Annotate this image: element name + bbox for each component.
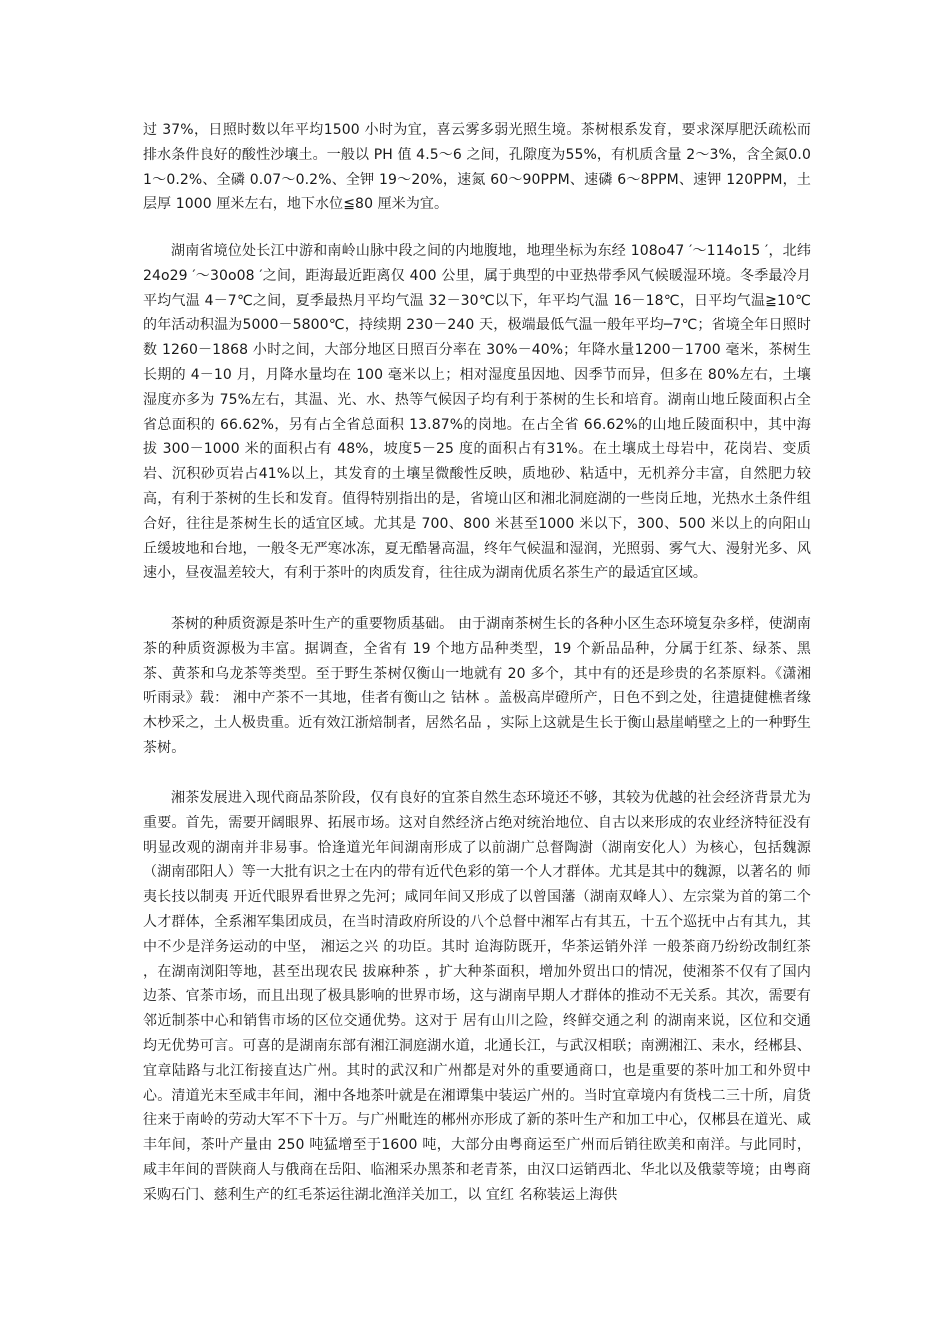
- paragraph-hunan-geography-climate: 湖南省境位处长江中游和南岭山脉中段之间的内地腹地，地理坐标为东经 108o47 ′～114o15 ′，北纬 24o29 ′～30o08 ′之间，距海最近距离仅 400 公里，属于典型的中亚热带季风气候暖湿环境。冬季最冷月平均气温 4－7℃之间，夏季最热月平均气温 32－30℃以下，年平均气温 16－18℃，日平均气温≧10℃的年活动积温为5000－5800℃，持续期 230－240 天，极端最低气温一般年平均─7℃；省境全年日照时数 1260－1868 小时之间，大部分地区日照百分率在 30%－40%；年降水量1200－1700 毫米，茶树生长期的 4－10 月，月降水量均在 100 毫米以上；相对湿度虽因地、因季节而异，但多在 80%左右，土壤湿度亦多为 75%左右，其温、光、水、热等气候因子均有利于茶树的生长和培育。湖南山地丘陵面积占全省总面积的 66.62%，另有占全省总面积 13.87%的岗地。在占全省 66.62%的山地丘陵面积中，其中海拔 300－1000 米的面积占有 48%，坡度5－25 度的面积占有31%。在土壤成土母岩中，花岗岩、变质岩、沉积砂页岩占41%以上，其发育的土壤呈微酸性反映，质地砂、粘适中，无机养分丰富，自然肥力较高，有利于茶树的生长和发育。值得特别指出的是，省境山区和湘北洞庭湖的一些岗丘地，光热水土条件组合好，往往是茶树生长的适宜区域。尤其是 700、800 米甚至1000 米以下，300、500 米以上的向阳山丘缓坡地和台地，一般冬无严寒冰冻，夏无酷暑高温，终年气候温和湿润，光照弱、雾气大、漫射光多、风速小，昼夜温差较大，有利于茶叶的肉质发育，往往成为湖南优质名茶生产的最适宜区域。: [143, 243, 811, 582]
- paragraph-tea-germplasm-resources: 茶树的种质资源是茶叶生产的重要物质基础。 由于湖南茶树生长的各种小区生态环境复杂多样，使湖南茶的种质资源极为丰富。据调查，全省有 19 个地方品种类型，19 个新品品种，分属于红茶、绿茶、黑茶、黄茶和乌龙茶等类型。至于野生茶树仅衡山一地就有 20 多个，其中有的还是珍贵的名茶原料。《潇湘听雨录》载： 湘中产茶不一其地，佳者有衡山之 钴林 。盖极高岸磴所产，日色不到之处，往遣捷健樵者缘木杪采之，土人极贵重。近有效江浙焙制者，居然名品 ，实际上这就是生长于衡山悬崖峭壁之上的一种野生茶树。: [143, 616, 811, 756]
- paragraph-tea-soil-conditions: 过 37%，日照时数以年平均1500 小时为宜，喜云雾多弱光照生境。茶树根系发育，要求深厚肥沃疏松而排水条件良好的酸性沙壤土。一般以 PH 值 4.5～6 之间，孔隙度为55%，有机质含量 2～3%，含全氮0.01～0.2%、全磷 0.07～0.2%、全钾 19～20%，速氮 60～90PPM、速磷 6～8PPM、速钾 120PPM，土层厚 1000 厘米左右，地下水位≦80 厘米为宜。: [143, 122, 811, 213]
- paragraph-hunan-tea-commercial-history: 湘茶发展进入现代商品茶阶段，仅有良好的宜茶自然生态环境还不够，其较为优越的社会经济背景尤为重要。首先，需要开阔眼界、拓展市场。这对自然经济占绝对统治地位、自古以来形成的农业经济特征没有明显改观的湖南并非易事。恰逢道光年间湖南形成了以前湖广总督陶澍（湖南安化人）为核心，包括魏源（湖南邵阳人）等一大批有识之士在内的带有近代色彩的第一个人才群体。尤其是其中的魏源，以著名的 师夷长技以制夷 开近代眼界看世界之先河；咸同年间又形成了以曾国藩（湖南双峰人）、左宗棠为首的第二个人才群体，全系湘军集团成员，在当时清政府所设的八个总督中湘军占有其五，十五个巡抚中占有其九，其中不少是洋务运动的中坚， 湘运之兴 的功臣。其时 迨海防既开，华茶运销外洋 一般茶商乃纷纷改制红茶 ，在湖南浏阳等地，甚至出现农民 拔麻种茶 ，扩大种茶面积，增加外贸出口的情况，使湘茶不仅有了国内边茶、官茶市场，而且出现了极具影响的世界市场，这与湖南早期人才群体的推动不无关系。其次，需要有邻近制茶中心和销售市场的区位交通优势。这对于 居有山川之险，终鲜交通之利 的湖南来说，区位和交通均无优势可言。可喜的是湖南东部有湘江洞庭湖水道，北通长江，与武汉相联；南溯湘江、耒水，经郴县、宜章陆路与北江衔接直达广州。其时的武汉和广州都是对外的重要通商口，也是重要的茶叶加工和外贸中心。清道光末至咸丰年间，湘中各地茶叶就是在湘谭集中装运广州的。当时宜章境内有货栈二三十所，肩货往来于南岭的劳动大军不下十万。与广州毗连的郴州亦形成了新的茶叶生产和加工中心，仅郴县在道光、咸丰年间，茶叶产量由 250 吨猛增至于1600 吨，大部分由粤商运至广州而后销往欧美和南洋。与此同时，咸丰年间的晋陕商人与俄商在岳阳、临湘采办黑茶和老青茶，由汉口运销西北、华北以及俄蒙等境；由粤商采购石门、慈利生产的红毛茶运往湖北渔洋关加工，以 宜红 名称装运上海供: [143, 790, 811, 1203]
